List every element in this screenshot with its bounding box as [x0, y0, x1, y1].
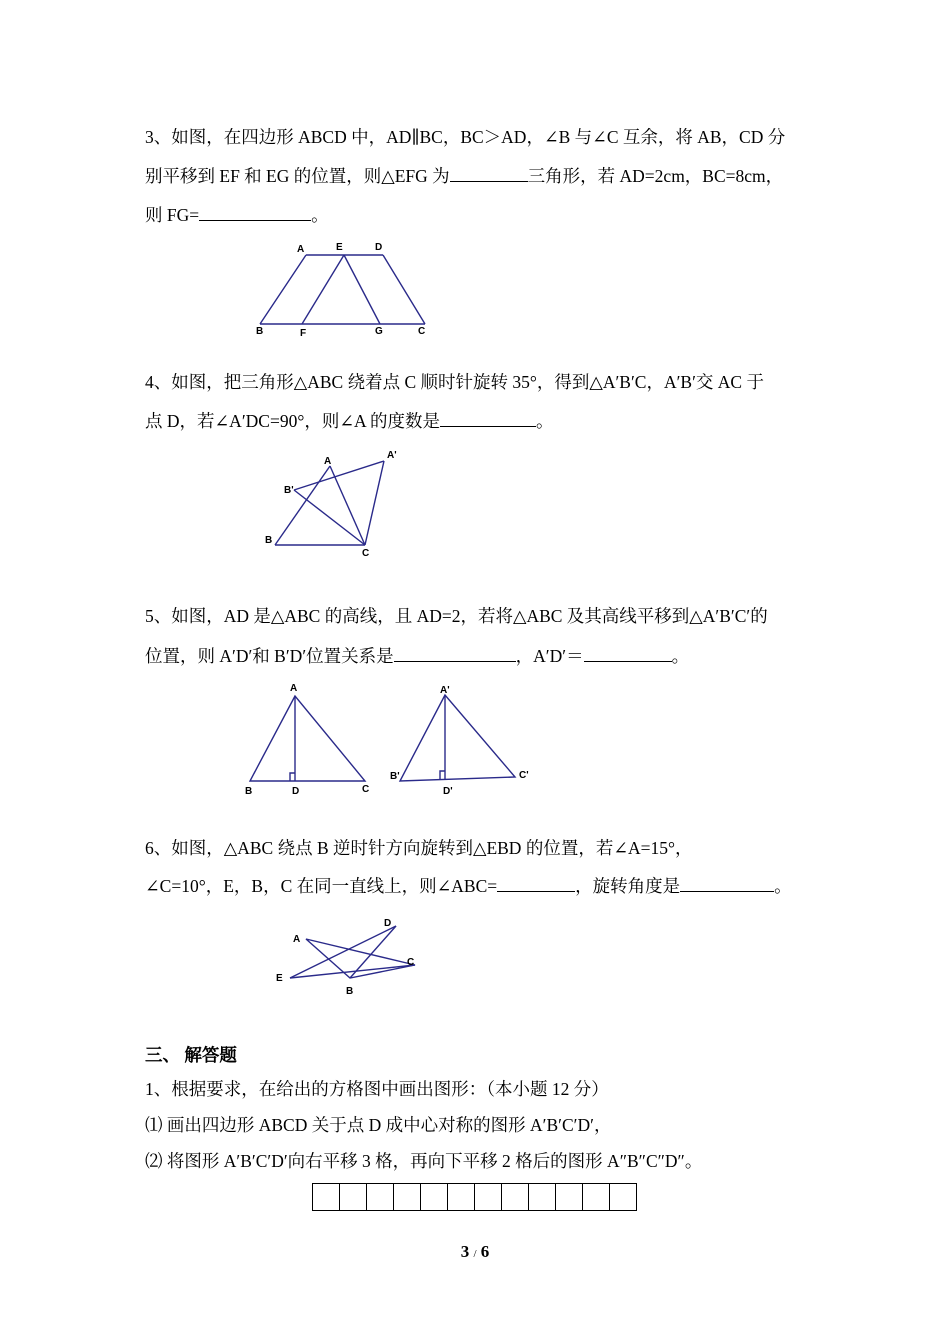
- grid-cell[interactable]: [556, 1183, 583, 1211]
- q5-right-angle-mark-2: [440, 771, 445, 779]
- grid-cell[interactable]: [448, 1183, 475, 1211]
- q3-line2-text-a: 别平移到 EF 和 EG 的位置，则△EFG 为: [145, 166, 450, 186]
- q4-label-a1: A': [387, 450, 397, 461]
- q4-label-b1: B': [284, 485, 294, 496]
- q3-line3: [145, 202, 329, 227]
- q5-label-d1: D': [443, 786, 453, 797]
- p1-line2: ⑴ 画出四边形 ABCD 关于点 D 成中心对称的图形 A′B′C′D′，: [145, 1115, 612, 1135]
- page-current: 3: [460, 1242, 470, 1261]
- q6-line2-text-b: ，旋转角度是: [575, 876, 681, 896]
- q3-segment-eg: [344, 255, 380, 324]
- q5-label-d: D: [292, 786, 300, 797]
- q4-answer-blank[interactable]: [440, 408, 536, 427]
- q5-label-b: B: [245, 786, 253, 797]
- q5-label-c: C: [362, 784, 370, 795]
- q3-line2: [145, 163, 783, 188]
- q4-line2-text-a: 点 D，若∠A′DC=90°，则∠A 的度数是: [145, 411, 441, 431]
- q6-label-a: A: [293, 934, 301, 945]
- q6-line1: 6、如图，△ABC 绕点 B 逆时针方向旋转到△EBD 的位置，若∠A=15°，: [145, 838, 693, 858]
- q3-segment-ef: [302, 255, 344, 324]
- grid-cell[interactable]: [529, 1183, 556, 1211]
- answer-grid[interactable]: [312, 1183, 637, 1211]
- q4-line2-text-b: 。: [536, 411, 554, 431]
- q3-segment-dc: [383, 255, 425, 324]
- grid-cell[interactable]: [421, 1183, 448, 1211]
- q5-label-c1: C': [519, 770, 529, 781]
- q5-line2-text-b: ，A′D′＝: [515, 646, 584, 666]
- q5-triangle-abc: [250, 696, 365, 781]
- grid-cell[interactable]: [340, 1183, 367, 1211]
- q6-line2: [145, 873, 792, 898]
- q3-label-d: D: [375, 242, 383, 253]
- q4-line2: [145, 408, 554, 433]
- q6-line2-text-c: 。: [774, 876, 792, 896]
- q6-label-c: C: [407, 957, 415, 968]
- q5-line2-text-c: 。: [671, 646, 690, 666]
- q4-rotation-figure: [260, 448, 410, 563]
- q6-triangle-abc: [306, 939, 415, 978]
- q5-answer-blank-1[interactable]: [394, 643, 516, 662]
- q4-label-c: C: [362, 548, 370, 559]
- page-number: [0, 1242, 950, 1262]
- q6-answer-blank-1[interactable]: [497, 873, 575, 892]
- q6-label-b: B: [346, 986, 354, 997]
- q3-trapezoid-figure: [250, 238, 450, 338]
- grid-cell[interactable]: [367, 1183, 394, 1211]
- q5-label-b1: B': [390, 771, 400, 782]
- page-separator: /: [473, 1248, 477, 1260]
- q4-segment-ba: [275, 466, 330, 545]
- q4-segment-b1c: [294, 490, 365, 545]
- q3-segment-ab: [260, 255, 306, 324]
- page-total: 6: [480, 1242, 490, 1261]
- q3-answer-blank-1[interactable]: [450, 163, 528, 182]
- q4-label-b: B: [265, 535, 273, 546]
- q3-line3-text-a: 则 FG=: [145, 205, 200, 225]
- q6-segment-ed: [290, 926, 396, 978]
- q5-triangle-a1b1c1: [400, 695, 515, 781]
- q6-label-d: D: [384, 918, 392, 929]
- grid-cell[interactable]: [502, 1183, 529, 1211]
- q6-rotation-figure: [270, 910, 440, 1000]
- q3-label-c: C: [418, 326, 426, 337]
- q5-line2: [145, 643, 689, 668]
- q3-line1: 3、如图，在四边形 ABCD 中，AD∥BC，BC＞AD，∠B 与∠C 互余，将 AB，CD 分: [145, 127, 786, 147]
- grid-cell[interactable]: [583, 1183, 610, 1211]
- q5-right-angle-mark: [290, 773, 295, 781]
- q3-line3-text-b: 。: [311, 205, 329, 225]
- q6-answer-blank-2[interactable]: [680, 873, 774, 892]
- q5-answer-blank-2[interactable]: [584, 643, 672, 662]
- q5-label-a1: A': [440, 685, 450, 696]
- grid-cell[interactable]: [475, 1183, 502, 1211]
- q3-line2-text-b: 三角形，若 AD=2cm，BC=8cm，: [527, 166, 784, 186]
- q3-label-f: F: [300, 328, 307, 339]
- section-heading: 三、 解答题: [145, 1045, 237, 1065]
- q3-label-e: E: [336, 242, 343, 253]
- q5-line2-text-a: 位置，则 A′D′和 B′D′位置关系是: [145, 646, 394, 666]
- q6-label-e: E: [276, 973, 283, 984]
- grid-cell[interactable]: [394, 1183, 421, 1211]
- grid-cell[interactable]: [313, 1183, 340, 1211]
- q4-line1: 4、如图，把三角形△ABC 绕着点 C 顺时针旋转 35°，得到△A′B′C，A′B′交 AC 于: [145, 372, 764, 392]
- q4-segment-ac: [330, 466, 365, 545]
- p1-line1: 1、根据要求，在给出的方格图中画出图形：（本小题 12 分）: [145, 1079, 609, 1099]
- q5-label-a: A: [290, 683, 298, 694]
- q3-label-g: G: [375, 326, 383, 337]
- q4-segment-a1c: [365, 461, 384, 545]
- p1-line3: ⑵ 将图形 A′B′C′D′向右平移 3 格，再向下平移 2 格后的图形 A″B″C″D″。: [145, 1151, 703, 1171]
- q3-answer-blank-2[interactable]: [199, 202, 311, 221]
- q4-label-a: A: [324, 456, 332, 467]
- q3-label-b: B: [256, 326, 264, 337]
- grid-cell[interactable]: [610, 1183, 637, 1211]
- q5-translation-figure: [240, 680, 540, 800]
- q6-line2-text-a: ∠C=10°，E，B，C 在同一直线上，则∠ABC=: [145, 876, 498, 896]
- q5-line1: 5、如图，AD 是△ABC 的高线，且 AD=2，若将△ABC 及其高线平移到△A′B′C′的: [145, 606, 768, 626]
- q3-label-a: A: [297, 244, 305, 255]
